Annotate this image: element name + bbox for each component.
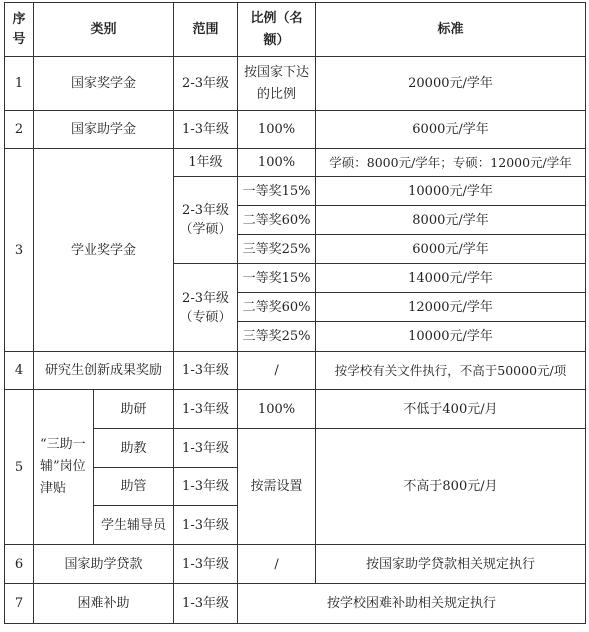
row-number: 5 (5, 390, 34, 545)
row-number: 4 (5, 352, 34, 390)
header-category: 类别 (34, 3, 174, 57)
category-cell: “三助一辅”岗位津贴 (34, 390, 94, 545)
subcategory-cell: 助研 (94, 390, 174, 429)
scope-line: （学硕） (179, 222, 232, 237)
header-row (5, 3, 586, 57)
ratio-cell: 按国家下达的比例 (238, 57, 316, 111)
standard-cell: 不低于400元/月 (316, 390, 586, 429)
table-row (5, 111, 586, 149)
scope-cell: 1-3年级 (174, 352, 238, 390)
ratio-cell: 一等奖15% (238, 177, 316, 206)
scope-cell (174, 177, 238, 264)
table-row (5, 57, 586, 111)
scope-cell: 1-3年级 (174, 506, 238, 545)
scope-cell: 1-3年级 (174, 111, 238, 149)
scope-cell: 2-3年级 (174, 57, 238, 111)
category-cell: 学业奖学金 (34, 149, 174, 352)
standard-cell: 6000元/学年 (316, 111, 586, 149)
funding-table (4, 2, 586, 624)
category-cell: 国家奖学金 (34, 57, 174, 111)
standard-cell: 不高于800元/月 (316, 429, 586, 545)
subcategory-cell: 助教 (94, 429, 174, 468)
scope-line: 2-3年级 (182, 203, 229, 218)
subcategory-cell: 助管 (94, 468, 174, 506)
standard-cell: 8000元/学年 (316, 206, 586, 235)
ratio-cell: 100% (238, 149, 316, 177)
row-number: 6 (5, 545, 34, 584)
standard-cell: 按学校困难补助相关规定执行 (238, 584, 586, 624)
header-ratio: 比例（名额） (238, 3, 316, 57)
scope-cell: 1-3年级 (174, 545, 238, 584)
table-row (5, 352, 586, 390)
table-row (5, 545, 586, 584)
category-cell: 研究生创新成果奖励 (34, 352, 174, 390)
ratio-cell: / (238, 352, 316, 390)
scope-cell: 1年级 (174, 149, 238, 177)
header-scope: 范围 (174, 3, 238, 57)
row-number: 2 (5, 111, 34, 149)
standard-cell: 学硕：8000元/学年；专硕：12000元/学年 (316, 149, 586, 177)
category-cell: 国家助学金 (34, 111, 174, 149)
scope-cell: 1-3年级 (174, 390, 238, 429)
scope-cell: 1-3年级 (174, 584, 238, 624)
category-cell: 国家助学贷款 (34, 545, 174, 584)
scope-cell: 1-3年级 (174, 468, 238, 506)
table-row (5, 584, 586, 624)
standard-cell: 14000元/学年 (316, 264, 586, 293)
scope-line: （专硕） (179, 309, 232, 325)
ratio-cell: 按需设置 (238, 429, 316, 545)
header-standard: 标准 (316, 3, 586, 57)
subcategory-cell: 学生辅导员 (94, 506, 174, 545)
ratio-cell: 100% (238, 111, 316, 149)
standard-cell: 按国家助学贷款相关规定执行 (316, 545, 586, 584)
standard-cell: 6000元/学年 (316, 235, 586, 264)
ratio-cell: 三等奖25% (238, 322, 316, 352)
table-row (5, 390, 586, 429)
header-seq: 序号 (5, 3, 34, 57)
standard-cell: 按学校有关文件执行，不高于50000元/项 (316, 352, 586, 390)
standard-cell: 10000元/学年 (316, 322, 586, 352)
row-number: 3 (5, 149, 34, 352)
standard-cell: 20000元/学年 (316, 57, 586, 111)
standard-cell: 12000元/学年 (316, 293, 586, 322)
scope-cell: 1-3年级 (174, 429, 238, 468)
ratio-cell: 100% (238, 390, 316, 429)
scope-cell (174, 264, 238, 352)
standard-cell: 10000元/学年 (316, 177, 586, 206)
ratio-cell: 一等奖15% (238, 264, 316, 293)
row-number: 1 (5, 57, 34, 111)
category-cell: 困难补助 (34, 584, 174, 624)
ratio-cell: / (238, 545, 316, 584)
ratio-cell: 二等奖60% (238, 293, 316, 322)
ratio-cell: 二等奖60% (238, 206, 316, 235)
ratio-cell: 三等奖25% (238, 235, 316, 264)
row-number: 7 (5, 584, 34, 624)
table-row (5, 149, 586, 177)
scope-line: 2-3年级 (182, 290, 229, 306)
